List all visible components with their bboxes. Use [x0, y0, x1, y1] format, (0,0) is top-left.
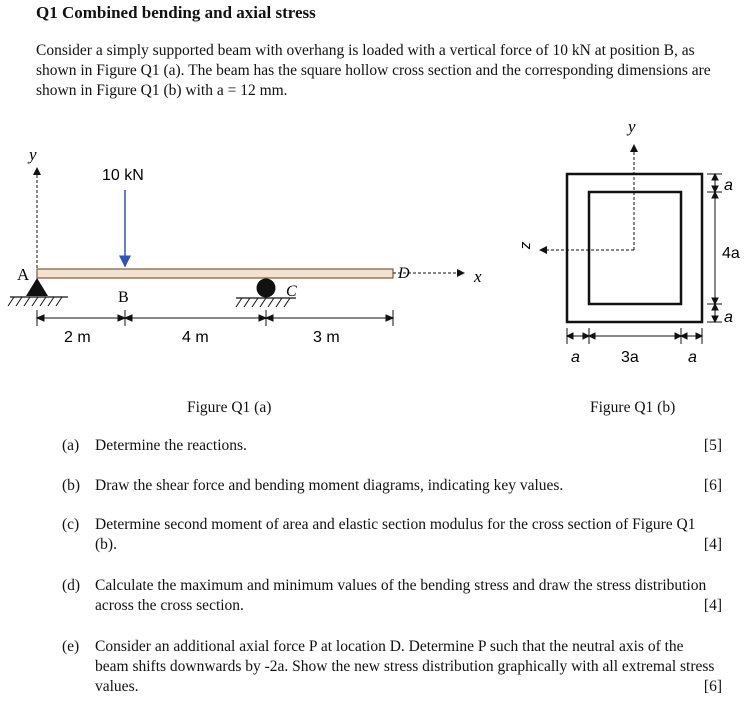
dim-a-bottom: a [724, 309, 733, 326]
beam [37, 269, 393, 278]
question-label: (b) [62, 477, 81, 494]
question-text: Determine second moment of area and elastic section modulus for the cross section of Figure Q1 (b). [95, 516, 696, 553]
point-C-label: C [286, 283, 297, 300]
roller-support-C [257, 279, 276, 298]
section-z-label: z [518, 242, 535, 250]
figure-b-caption: Figure Q1 (b) [590, 399, 676, 416]
span-dimension-line [37, 310, 393, 326]
span-CD-label: 3 m [313, 329, 340, 346]
span-AB-label: 2 m [64, 329, 91, 346]
question-d [62, 576, 722, 616]
dim-4a: 4a [722, 245, 740, 262]
question-marks: [5] [703, 437, 722, 454]
question-label: (d) [62, 577, 81, 594]
y-axis-label: y [29, 145, 37, 164]
question-a [62, 436, 722, 456]
question-title: Q1 Combined bending and axial stress [36, 3, 316, 22]
pin-support-A [26, 278, 48, 296]
question-b [62, 476, 722, 496]
question-marks: [6] [703, 477, 722, 494]
question-text: Determine the reactions. [95, 437, 247, 454]
question-c [62, 515, 722, 555]
point-A-label: A [17, 265, 30, 284]
intro-paragraph: Consider a simply supported beam with overhang is loaded with a vertical force of 10 kN at position B, as shown in Figure Q1 (a). The beam has the square hollow cross section and the corresponding dimensions are shown in Figure Q1 (b) with a = 12 mm. [36, 42, 711, 99]
inner-square [589, 192, 681, 304]
dim-a-top: a [724, 177, 733, 194]
point-D-label: D [398, 265, 410, 282]
section-y-label: y [628, 117, 636, 136]
figure-a-caption: Figure Q1 (a) [187, 399, 272, 416]
question-marks: [6] [703, 678, 722, 695]
load-label: 10 kN [102, 167, 144, 184]
question-text: Draw the shear force and bending moment diagrams, indicating key values. [95, 477, 564, 494]
question-label: (c) [62, 516, 80, 533]
question-text: Consider an additional axial force P at location D. Determine P such that the neutral axis of the beam shifts downwards by -2a. Show the new stress distribution graphically with all extremal stress values. [95, 638, 715, 695]
question-marks: [4] [703, 536, 722, 553]
x-axis-label: x [474, 267, 482, 286]
question-e [62, 637, 722, 697]
question-label: (e) [62, 638, 80, 655]
dim-a-left: a [571, 349, 580, 366]
figure-q1b [518, 117, 740, 366]
dim-3a: 3a [621, 349, 639, 366]
question-marks: [4] [703, 597, 722, 614]
dim-a-right: a [688, 349, 697, 366]
point-B-label: B [118, 289, 129, 306]
question-label: (a) [62, 437, 80, 454]
span-BC-label: 4 m [182, 329, 209, 346]
question-text: Calculate the maximum and minimum values of the bending stress and draw the stress distribution across the cross section. [95, 577, 707, 614]
